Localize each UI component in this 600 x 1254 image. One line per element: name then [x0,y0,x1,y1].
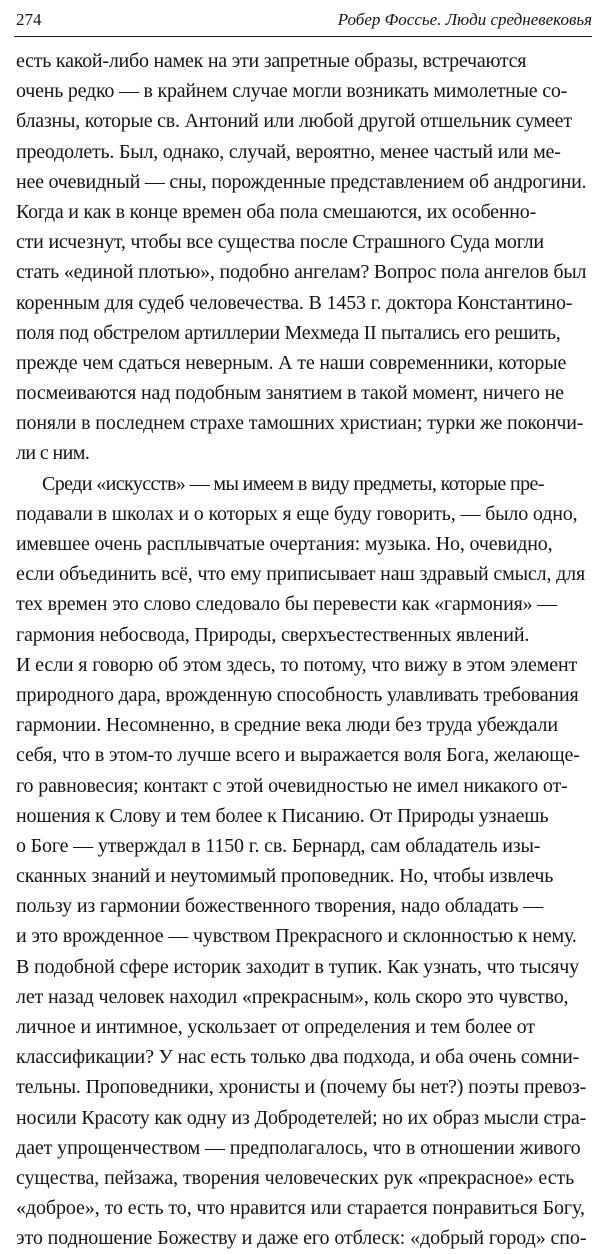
text-line: гармонии. Несомненно, в средние века люди без труда убеждали [16,714,558,737]
text-line: пользу из гармонии божественного творения, надо обладать — [16,895,543,918]
text-line: тех времен это слово следовало бы перевести как «гармония» — [16,593,558,616]
text-line: поля под обстрелом артиллерии Мехмеда II пытались его решить, [16,321,561,344]
text-line: коренным для судеб человечества. В 1453 г. доктора Константино- [16,291,573,314]
text-line: есть какой-либо намек на эти запретные образы, встречаются [16,50,527,72]
text-line: это подношение Божеству и даже его отблеск: «добрый город» спо- [16,1227,587,1250]
text-line: поняли в последнем страхе тамошних христиан; турки же покончи- [16,412,584,435]
page-header [14,6,592,37]
text-line: стать «единой плотью», подобно ангелам? Вопрос пола ангелов был [16,261,587,284]
text-line: классификации? У нас есть только два подхода, и оба очень сомни- [16,1046,580,1069]
text-line: И если я говорю об этом здесь, то потому, что вижу в этом элемент [16,653,578,676]
text-line: гармония небосвода, Природы, сверхъестественных явлений. [16,623,530,646]
text-line: дает упрощенчеством — предполагалось, что в отношении живого [16,1136,581,1159]
text-line: ношения к Слову и тем более к Писанию. От Природы узнаешь [16,804,549,827]
text-line: прежде чем сдаться неверным. А те наши современники, которые [16,351,567,374]
text-line: тельны. Проповедники, хронисты и (почему бы нет?) поэты превоз- [16,1076,587,1099]
text-line: блазны, которые св. Антоний или любой другой отшельник сумеет [16,110,572,133]
text-line: если объединить всё, что ему приписывает наш здравый смысл, для [16,563,586,586]
text-line: го равновесия; контакт с этой очевидностью не имел никакого от- [16,774,568,797]
text-line: «доброе», то есть то, что нравится или старается понравиться Богу, [16,1197,585,1220]
text-line: природного дара, врожденную способность улавливать требования [16,683,579,706]
text-line: имевшее очень расплывчатые очертания: музыка. Но, очевидно, [16,533,553,555]
text-line: нее очевидный — сны, порожденные представлением об андрогини. [16,170,587,193]
text-line: очень редко — в крайнем случае могли возникать мимолетные со- [16,80,568,103]
text-line: сти исчезнут, чтобы все существа после Страшного Суда могли [16,231,544,254]
text-line: лет назад человек находил «прекрасным», коль скоро это чувство, [16,985,569,1008]
page-number: 274 [16,10,42,29]
text-line: ли с ним. [16,442,90,465]
text-line: носили Красоту как одну из Добродетелей; но их образ мысли стра- [16,1106,587,1129]
text-line: существа, пейзажа, творения человеческих рук «прекрасное» есть [16,1166,575,1189]
text-line: посмеиваются над подобным занятием в такой момент, ничего не [16,382,564,405]
text-line: преодолеть. Был, однако, случай, вероятно, менее частый или ме- [16,140,561,163]
running-title: Робер Фоссье. Люди средневековья [337,10,592,29]
text-line: личное и интимное, ускользает от определения и тем более от [16,1016,535,1038]
text-line: Когда и как в конце времен оба пола смешаются, их особенно- [16,200,537,223]
text-line: и это врожденное — чувством Прекрасного и склонностью к нему. [16,925,577,948]
body-text [16,46,586,1254]
text-line: о Боге — утверждал в 1150 г. св. Бернард, сам обладатель изы- [16,834,541,857]
text-line: подавали в школах и о которых я еще буду говорить, — было одно, [16,502,578,525]
text-line: В подобной сфере историк заходит в тупик. Как узнать, что тысячу [16,955,579,978]
text-line: Среди «искусств» — мы имеем в виду предметы, которые пре- [42,472,544,495]
text-line: сканных знаний и неутомимый проповедник. Но, чтобы извлечь [16,865,554,888]
text-line: себя, что в этом-то лучше всего и выражается воля Бога, желающе- [16,744,580,767]
